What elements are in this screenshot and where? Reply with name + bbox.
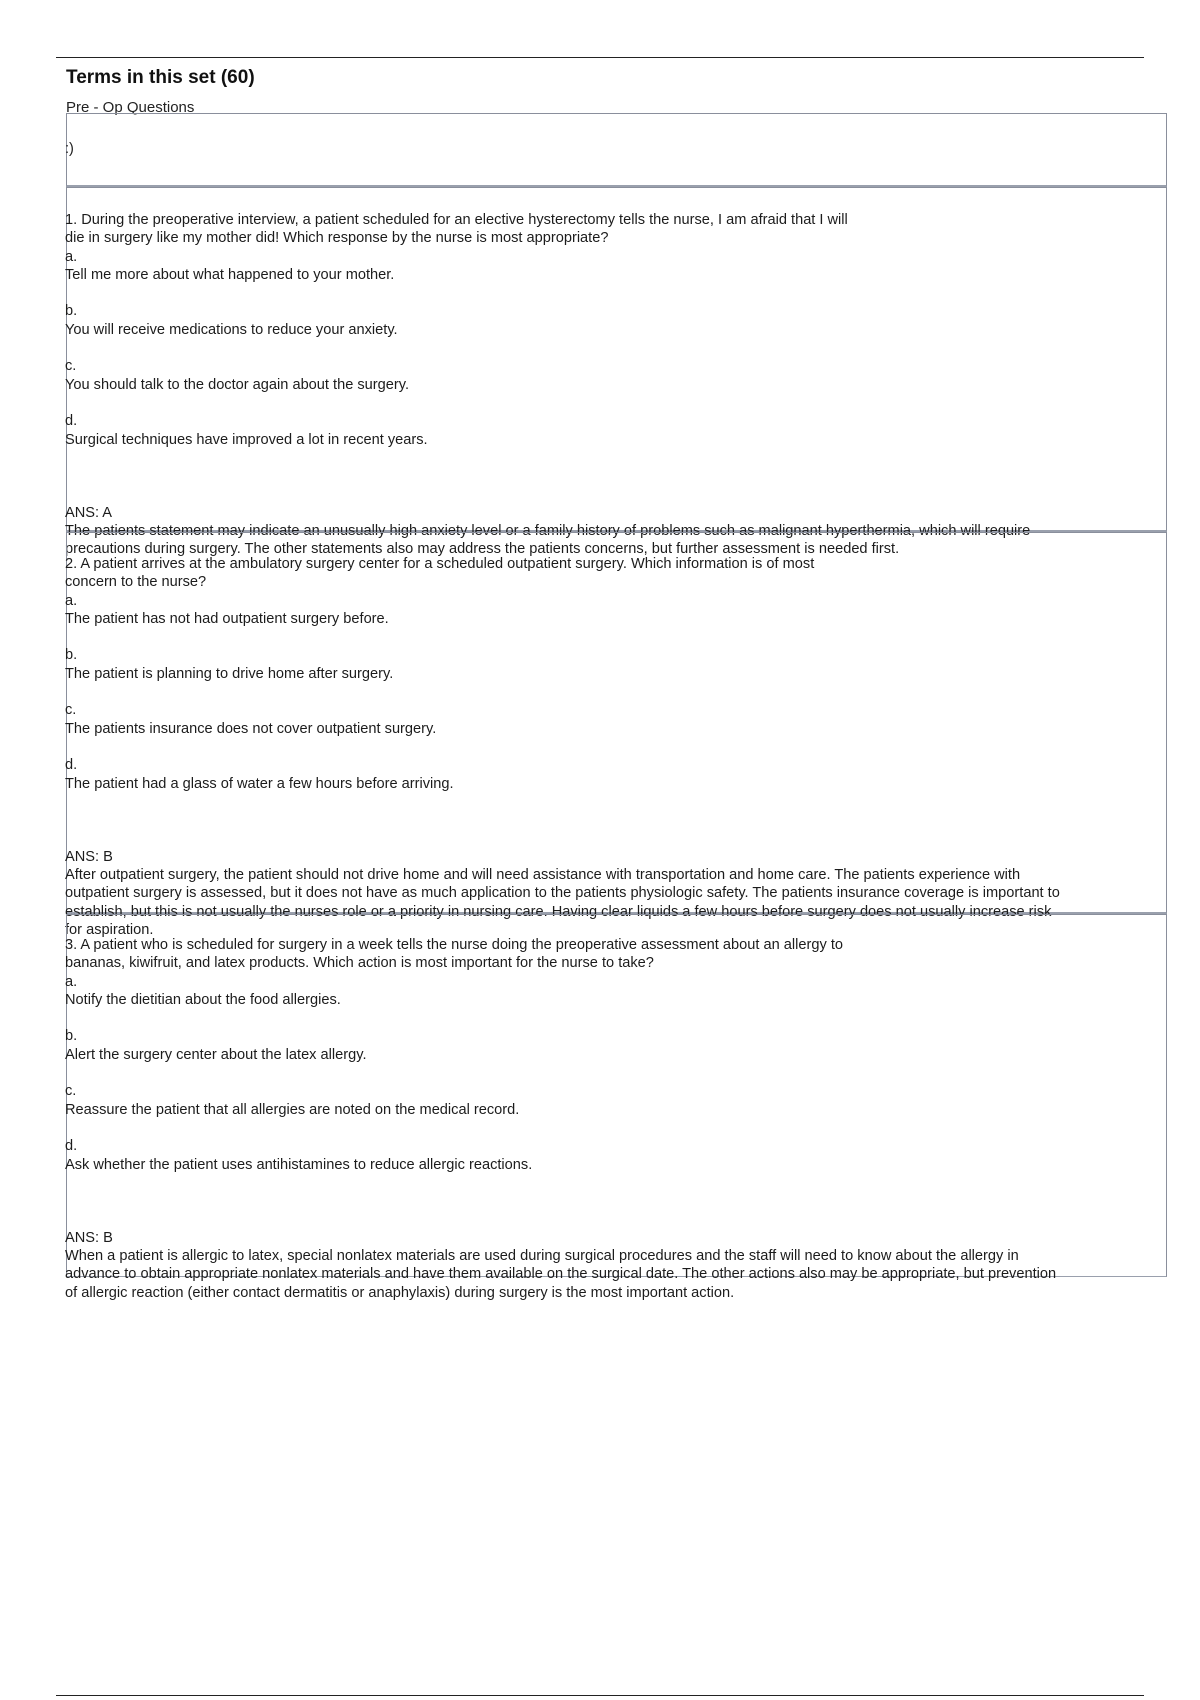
set-title: Terms in this set (60) bbox=[66, 67, 255, 88]
question-body bbox=[65, 555, 1162, 939]
answer-explanation: for aspiration. bbox=[65, 922, 154, 939]
answer-label: ANS: A bbox=[65, 504, 113, 521]
question-stem: bananas, kiwifruit, and latex products. Which action is most important for the nurse to take? bbox=[65, 955, 654, 972]
option-text-b: Alert the surgery center about the latex allergy. bbox=[65, 1046, 367, 1063]
option-letter-b: b. bbox=[65, 647, 78, 664]
top-rule bbox=[56, 57, 1144, 58]
question-card-3 bbox=[65, 914, 1167, 1301]
option-letter-d: d. bbox=[65, 413, 78, 430]
option-text-c: The patients insurance does not cover outpatient surgery. bbox=[65, 720, 437, 737]
answer-explanation: establish, but this is not usually the nurses role or a priority in nursing care. Having clear liquids a few hours before surgery does not usually increase risk bbox=[65, 903, 1052, 920]
option-letter-d: d. bbox=[65, 1138, 78, 1155]
option-text-a: Notify the dietitian about the food allergies. bbox=[65, 991, 341, 1008]
option-letter-b: b. bbox=[65, 303, 78, 320]
option-text-d: The patient had a glass of water a few hours before arriving. bbox=[65, 775, 454, 792]
option-text-b: You will receive medications to reduce your anxiety. bbox=[65, 321, 398, 338]
option-text-c: You should talk to the doctor again about the surgery. bbox=[65, 376, 409, 393]
option-letter-c: c. bbox=[65, 702, 77, 719]
answer-explanation: of allergic reaction (either contact dermatitis or anaphylaxis) during surgery is the most important action. bbox=[65, 1284, 735, 1301]
option-letter-a: a. bbox=[65, 592, 78, 609]
question-body bbox=[65, 211, 1162, 559]
question-stem: 1. During the preoperative interview, a patient scheduled for an elective hysterectomy tells the nurse, I am afraid that I will bbox=[65, 212, 848, 228]
answer-explanation: outpatient surgery is assessed, but it does not have as much application to the patients physiologic safety. The patients insurance coverage is important to bbox=[65, 885, 1060, 902]
answer-explanation: When a patient is allergic to latex, special nonlatex materials are used during surgical procedures and the staff will need to know about the allergy in bbox=[65, 1248, 1019, 1265]
term-cards bbox=[65, 113, 1167, 1301]
option-text-d: Ask whether the patient uses antihistamines to reduce allergic reactions. bbox=[65, 1156, 533, 1173]
answer-explanation: precautions during surgery. The other statements also may address the patients concerns, but further assessment is needed first. bbox=[65, 541, 900, 558]
option-letter-c: c. bbox=[65, 1083, 77, 1100]
option-letter-d: d. bbox=[65, 757, 78, 774]
question-body bbox=[65, 936, 1162, 1302]
question-stem: concern to the nurse? bbox=[65, 574, 207, 591]
option-letter-a: a. bbox=[65, 248, 78, 265]
question-card-2 bbox=[65, 532, 1167, 939]
answer-label: ANS: B bbox=[65, 848, 113, 865]
question-card-1 bbox=[65, 187, 1167, 558]
answer-explanation: advance to obtain appropriate nonlatex materials and have them available on the surgical date. The other actions also may be appropriate, but prevention bbox=[65, 1266, 1057, 1283]
answer-label: ANS: B bbox=[65, 1229, 113, 1246]
option-text-a: Tell me more about what happened to your mother. bbox=[65, 266, 395, 283]
option-text-a: The patient has not had outpatient surgery before. bbox=[65, 610, 389, 627]
question-stem: die in surgery like my mother did! Which response by the nurse is most appropriate? bbox=[65, 230, 609, 247]
question-stem: 2. A patient arrives at the ambulatory surgery center for a scheduled outpatient surgery. Which information is of most bbox=[65, 556, 815, 572]
option-letter-b: b. bbox=[65, 1028, 78, 1045]
question-stem: 3. A patient who is scheduled for surgery in a week tells the nurse doing the preoperative assessment about an allergy to bbox=[65, 937, 843, 953]
intro-text: :) bbox=[65, 141, 74, 157]
option-letter-a: a. bbox=[65, 973, 78, 990]
set-subtitle: Pre - Op Questions bbox=[66, 99, 195, 116]
option-letter-c: c. bbox=[65, 358, 77, 375]
answer-explanation: The patients statement may indicate an unusually high anxiety level or a family history of problems such as malignant hyperthermia, which will require bbox=[65, 523, 1031, 540]
bottom-rule bbox=[56, 1695, 1144, 1696]
answer-explanation: After outpatient surgery, the patient should not drive home and will need assistance with transportation and home care. The patients experience with bbox=[65, 867, 1021, 884]
option-text-b: The patient is planning to drive home after surgery. bbox=[65, 665, 394, 682]
intro-card bbox=[66, 113, 1167, 187]
option-text-c: Reassure the patient that all allergies are noted on the medical record. bbox=[65, 1101, 520, 1118]
option-text-d: Surgical techniques have improved a lot in recent years. bbox=[65, 431, 428, 448]
